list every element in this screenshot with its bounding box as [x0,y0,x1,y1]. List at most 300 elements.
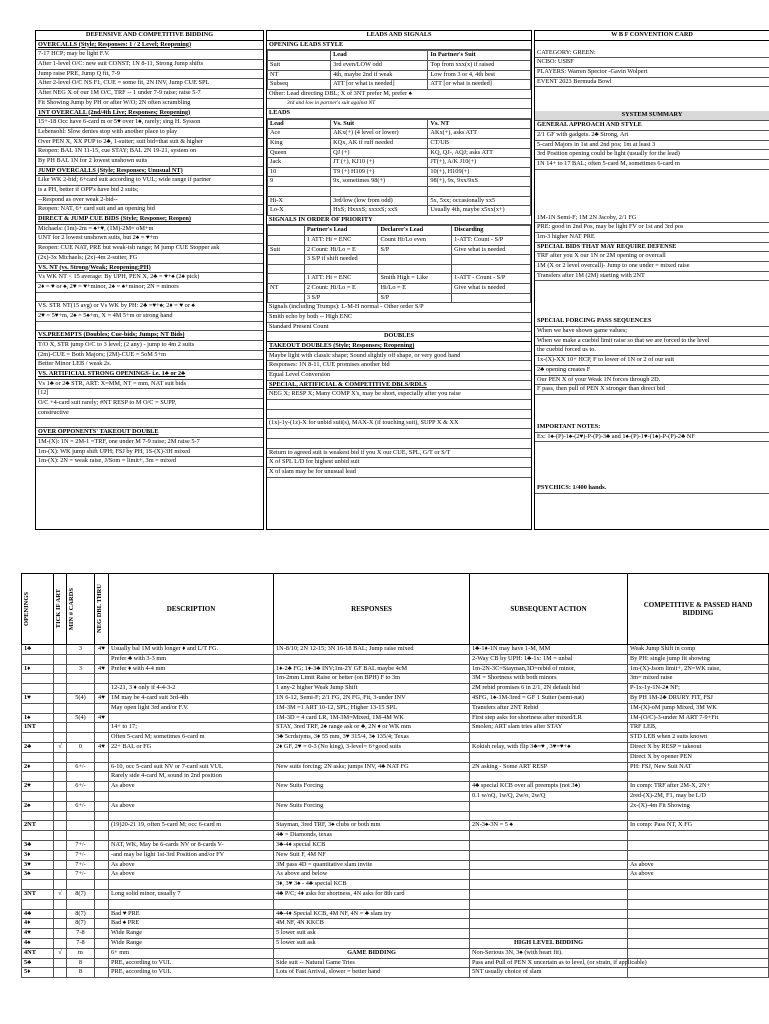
lead-row [268,139,531,149]
opening-cell [22,674,54,684]
opening-cell: Bad ♥ PRE [109,909,274,919]
opening-cell: √ [54,742,67,752]
signal-cell [268,255,305,265]
text-line: NCBO: USBF [535,58,769,68]
text-line: TRF after you X our 1N or 2M opening or overcall [535,252,769,262]
opening-cell: GAME BIDDING [274,948,470,958]
special-bids-pre [535,214,769,243]
text-line: 2♦ = ♥ or ♠, 2♥ = ♥+minor, 2♠ = ♠+minor; 2N = minors [36,283,263,293]
doubles-title: DOUBLES [267,332,531,342]
opening-cell [22,899,54,909]
opening-cell: 7-8 [67,929,95,939]
opening-cell [54,752,67,762]
opening-cell [54,703,67,713]
opening-cell: As above and below [274,870,470,880]
lead-row [268,148,531,158]
defensive-rows [36,41,263,467]
lead-cell: KQx, AK if ruff needed [331,139,428,149]
text-line: TAKEOUT DOUBLES (Style; Responses; Reopening) [267,342,531,352]
opening-lead-cell: NT [268,70,331,80]
defensive-title: DEFENSIVE AND COMPETITIVE BIDDING [36,31,263,41]
opening-cell [22,752,54,762]
opening-cell: By PH 1M-2♣ DRURY FIT, FSJ [628,693,769,703]
text-line [267,400,531,410]
opening-cell [22,684,54,694]
opening-cell [54,664,67,674]
opening-cell: 5NT usually choice of slam [470,968,628,978]
opening-cell: 1m-2N-3C=Stayman,3D=rebid of minor, [470,664,628,674]
text-line: 1N 14+ to 17 BAL; often 5-card M, sometimes 6-card m [535,160,769,170]
text-line: (1x)-1y-(1z)-X for unbid suit(s), MAX-X (if touching suit), SUPP X & XX [267,419,531,429]
opening-cell: 3♥ [22,860,54,870]
opening-cell: P-1x-1y-1N-2♦ NF; [628,684,769,694]
text-line: Signals (including Trumps): L-M-H normal - Other order S/P [267,303,531,313]
opening-cell [54,762,67,772]
lead-cell: 9x, sometimes 98(+) [331,177,428,187]
opening-cell: -and may be light 1st-3rd Position and/or FV [109,850,274,860]
opening-cell: Prefer ♣ with 3-3 mm [109,654,274,664]
lead-cell [331,186,428,196]
opening-cell: 0 [67,742,95,752]
opening-cell: As above [109,870,274,880]
opening-cell [95,840,109,850]
text-line: 1M-(X): 1N = 2M-1 =TRF, one under M 7-9 raise; 2M raise 5-7 [36,438,263,448]
opening-cell: 6+/- [67,782,95,792]
signal-cell [452,293,531,303]
lead-row [268,186,531,196]
lead-cell: 10 [268,167,331,177]
opening-cell [470,840,628,850]
opening-lead-cell: ATT [or what is needed] [428,80,531,90]
opening-cell: 7+/- [67,860,95,870]
opening-cell: Usually bal 1M with longer ♦ and L/T FG. [109,645,274,655]
text-line [267,410,531,420]
text-line: PRE: good in 2nd Pos, may be light FV or 1st and 3rd pos [535,223,769,233]
opening-cell: 4♣-4♦ Special KCB, 4M NF, 4N = ♣ slam try [274,909,470,919]
opening-cell [274,772,470,782]
opening-row [22,860,769,870]
text-line: is a PH, better if OPP's have bid 2 suits; [36,186,263,196]
defensive-panel [35,30,264,530]
opening-cell: 3NT [22,889,54,899]
opening-cell [95,938,109,948]
opening-row [22,958,769,968]
opening-cell [274,654,470,664]
signal-header-cell: Declarer's Lead [378,226,452,236]
text-line: (2x)-3x Michaels; (2x)-4m 2-suiter, FG [36,254,263,264]
signals-title: SIGNALS IN ORDER OF PRIORITY [267,216,531,226]
text-line: After 1-level O/C: new suit CONST; 1N 8-11, Strong Jump shifts [36,60,263,70]
opening-cell [628,880,769,890]
signal-cell: S/P [378,245,452,255]
opening-cell: 1M-3M =1 ART 10-12, SPL; Higher 13-15 SPL [274,703,470,713]
signal-cell: 2 Count: Hi/Lo = E [304,284,378,294]
opening-cell [54,723,67,733]
opening-cell [95,899,109,909]
opening-cell: Kokish relay, with flip 3♣=♥ , 3♥=♥+♠ [470,742,628,752]
opening-cell [470,850,628,860]
opening-cell [54,899,67,909]
opening-cell: 1♣ [22,645,54,655]
opening-cell: 2red-(X)-2M, F1, may be L/D [628,791,769,801]
opening-cell [109,880,274,890]
opening-cell: As above [109,801,274,811]
opening-cell: 1♣-1♦-1N may have 1-M, MM [470,645,628,655]
opening-cell [95,929,109,939]
opening-cell: 5 lower suit ask [274,929,470,939]
signal-cell [268,274,305,284]
text-line: Vs WK NT < 15 average: By UPH, PEN X, 2♣ = ♥+♠ (2♠ pick) [36,273,263,283]
lead-cell: 10(+), H109(+) [428,167,531,177]
text-line: VS. STR NT(15 avg) or Vs WK by PH: 2♣ =♥+♠; 2♦ = ♥ or ♠ [36,302,263,312]
lead-cell: Lo-X [268,206,331,216]
text-line [267,439,531,449]
opening-row [22,821,769,831]
signal-cell [452,255,531,265]
opening-cell [95,752,109,762]
text-line: 1m-(X): WK jump shift UPH; FSJ by PH, 1S-(X)-3H mixed [36,448,263,458]
text-line: EVENT 2023 Bermuda Bowl [535,78,769,88]
opening-cell: Smolen; ART slam tries after STAY [470,723,628,733]
opening-row [22,664,769,674]
text-line: VS. ARTIFICIAL STRONG OPENINGS- i.e. 1♣ or 2♣ [36,370,263,380]
opening-cell [54,645,67,655]
opening-cell: Non-Serious 3N, 3♠ (with heart fit). [470,948,628,958]
opening-cell [470,831,628,841]
opening-cell: 3♦, 3♥ 3♠ - 4♣ special KCB [274,880,470,890]
opening-cell [54,733,67,743]
text-line: 1NT OVERCALL (2nd/4th Live; Responses; Reopening) [36,109,263,119]
opening-cell [95,821,109,831]
opening-cell [628,929,769,939]
lead-row [268,196,531,206]
opening-cell [95,860,109,870]
text-line: 1m-3 higher NAT PRE [535,233,769,243]
opening-row [22,929,769,939]
opening-lead-cell: Top from xxx(x) if raised [428,60,531,70]
signal-cell: Smith High = Like [378,274,452,284]
opening-cell: New Suits Forcing [274,801,470,811]
opening-row [22,968,769,978]
opening-cell: 1N 6-12, Semi-F; 2/1 FG, 2N FG, Fit, 3-under INV [274,693,470,703]
opening-cell: Rarely side 4-card M, sound in 2nd position [109,772,274,782]
opening-lead-row [268,60,531,70]
opening-cell: 4SFG, 1♠-1M-3red = GF 1 Suiter (semi-nat) [470,693,628,703]
opening-cell [54,821,67,831]
opening-row [22,703,769,713]
text-line: 1M (X or 2 level overcall)- Jump to one under = mixed raise [535,262,769,272]
opening-row [22,801,769,811]
opening-cell: 4♣ [22,909,54,919]
opening-cell: STAY, 3red TRF, 2♠ range ask or ♣, 2N ♦ or WK mm [274,723,470,733]
opening-lead-row [268,70,531,80]
signal-header-cell: Discarding [452,226,531,236]
opening-cell: 2-Way CB by UPH: 1♣-1x: 1M = unbal [470,654,628,664]
opening-cell: 1M-(X)-oM jump Mixed, 3M WK [628,703,769,713]
signal-cell: NT [268,284,305,294]
opening-cell: 12-21, 3 ♦ only if 4-4-3-2 [109,684,274,694]
opening-cell: 7+/- [67,870,95,880]
signal-cell [452,264,531,274]
special-bids-list [535,252,769,281]
opening-cell: 1 any-2 higher Weak Jump Shift [274,684,470,694]
opening-cell [95,909,109,919]
opening-row [22,713,769,723]
text-line: Like WK 2-bid; 6+card suit according to VUL; wide range if partner [36,176,263,186]
opening-cell [628,811,769,821]
opening-cell: 5(4) [67,693,95,703]
opening-cell: 5 lower suit ask [274,938,470,948]
opening-cell [95,654,109,664]
signal-row [268,284,531,294]
opening-cell: 3m= mixed raise [628,674,769,684]
opening-cell: HIGH LEVEL BIDDING [470,938,628,948]
opening-cell: 2♦ [22,762,54,772]
opening-lead-header [268,51,531,61]
lead-cell: 98(+), 9x, 9xx/9xS [428,177,531,187]
opening-cell: 7+/- [67,850,95,860]
text-line: (2m)-CUE = Both Majors; (2M)-CUE = 5oM 5+m [36,351,263,361]
opening-cell: 4♣ = Diamonds, texas [274,831,470,841]
opening-lead-cell: Subseq [268,80,331,90]
opening-cell [470,919,628,929]
opening-leads-title: OPENING LEADS STYLE [267,41,531,51]
text-line: Reopen: BAL 1N 11-15, cue STAY; BAL 2N 19-21, system on [36,147,263,157]
opening-cell [67,723,95,733]
opening-cell: 2N-3♠-3N = 5 ♠ [470,821,628,831]
opening-cell: 22+ BAL or FG [109,742,274,752]
opening-lead-header-cell [268,51,331,61]
opening-cell: √ [54,889,67,899]
opening-row [22,831,769,841]
other-line: Other: Lead directing DBL; X of 3NT prefer M, prefer ♠ [267,90,531,100]
signal-row [268,274,531,284]
signal-cell: Suit [268,245,305,255]
opening-cell [54,684,67,694]
lead-header-cell: Lead [268,119,331,129]
opening-cell [628,919,769,929]
opening-cell: 1N-8/10; 2N 12-15; 3N 16-18 BAL; Jump raise mixed [274,645,470,655]
opening-cell [274,811,470,821]
signal-header-cell [268,226,305,236]
leads-subtitle: LEADS [267,109,531,119]
opening-cell: 6+ mm [109,948,274,958]
opening-cell: 1♦ [22,664,54,674]
opening-cell: 4♦ [22,919,54,929]
opening-cell: By PH: single jump fit showing [628,654,769,664]
forcing-list [535,327,769,395]
opening-cell [54,909,67,919]
opening-cell [54,693,67,703]
opening-cell: PRE, according to VUL [109,968,274,978]
opening-lead-cell: Low from 3 or 4, 4th best [428,70,531,80]
signal-cell: 1 ATT: Hi = ENC [304,274,378,284]
opening-cell [628,909,769,919]
opening-cell: 8(7) [67,919,95,929]
opening-row [22,811,769,821]
opening-cell [54,929,67,939]
text-line: When we make a cuebid limit raise so that we are forced to the level [535,337,769,347]
opening-cell: 4♣ special KCB over all preempts (not 3♠) [470,782,628,792]
col-responses: RESPONSES [274,574,470,645]
general-approach-title: GENERAL APPROACH AND STYLE [535,121,769,131]
opening-cell: In comp: Pass NT, X FG [628,821,769,831]
lead-cell: King [268,139,331,149]
opening-row [22,840,769,850]
lead-cell: QJ (+) [331,148,428,158]
opening-cell [22,733,54,743]
opening-cell [54,870,67,880]
opening-cell: 4♥ [22,929,54,939]
opening-cell: 4M NF, 4N KKCB [274,919,470,929]
opening-cell [54,850,67,860]
lead-cell: Ace [268,129,331,139]
opening-cell [95,811,109,821]
opening-row [22,948,769,958]
signal-cell: Give what is needed [452,245,531,255]
text-line [36,293,263,303]
opening-cell [67,733,95,743]
signal-cell [268,293,305,303]
text-line [36,419,263,429]
text-line: OVER OPPONENTS' TAKEOUT DOUBLE [36,428,263,438]
text-line: UNT for 2 lowest unshown suits, but 2♠ = ♥+m [36,234,263,244]
opening-cell [95,772,109,782]
text-line: SPECIAL, ARTIFICIAL & COMPETITIVE DBLS/RDLS [267,381,531,391]
lead-cell [428,186,531,196]
opening-cell: 6+/- [67,801,95,811]
opening-lead-row [268,80,531,90]
opening-cell: 3M pass 4D = quantitative slam invite [274,860,470,870]
text-line: 2/1 GF with gadgets. 2♣ Strong, Art [535,131,769,141]
lead-header-cell: Vs. NT [428,119,531,129]
text-line: JUMP OVERCALLS (Style; Responses; Unusual NT) [36,167,263,177]
opening-cell [54,811,67,821]
signal-cell [304,264,378,274]
opening-cell [274,899,470,909]
special-bids-title: SPECIAL BIDS THAT MAY REQUIRE DEFENSE [535,243,769,253]
lead-cell [268,186,331,196]
opening-cell: 3♦ [22,850,54,860]
opening-row [22,684,769,694]
signal-row [268,293,531,303]
text-line: X of SPL L/D for highest unbid suit [267,458,531,468]
signal-cell [378,264,452,274]
opening-cell [109,713,274,723]
opening-cell: 6-10, occ 5-card suit NV or 7-card suit VUL [109,762,274,772]
lead-cell: JT (+), KJ10 (+) [331,158,428,168]
opening-cell: 14+ to 17; [109,723,274,733]
opening-cell [22,831,54,841]
opening-cell [54,713,67,723]
text-line: 1x-(X)-XX 10+ HCP, F to lower of 1N or 2 of our suit [535,356,769,366]
opening-cell [109,831,274,841]
signal-cell [378,255,452,265]
text-line: OVERCALLS (Style; Responses: 1 / 2 Level; Reopening) [36,41,263,51]
opening-cell [22,772,54,782]
col-openings: OPENINGS [22,574,54,645]
text-line: 15+-18 Occ have 6-card m or 5♥ over 1♠, rarely; sing H. Sysson [36,118,263,128]
opening-row [22,723,769,733]
opening-cell: As above [628,870,769,880]
text-line: O/C +4-card suit rarely; #NT RESP to M O/C = SUPP, [36,399,263,409]
opening-cell: 3♣-4♦ special KCB [274,840,470,850]
opening-lead-cell: 4th, maybe 2nd if weak [331,70,428,80]
opening-cell [54,919,67,929]
opening-cell [67,821,95,831]
lead-cell: Queen [268,148,331,158]
opening-cell [95,801,109,811]
opening-cell: Lots of Fast Arrival, slower = better hand [274,968,470,978]
opening-row [22,772,769,782]
text-line: VS.PREEMPTS (Doubles; Cue-bids; Jumps; NT Bids) [36,331,263,341]
opening-cell: 1♠ [22,713,54,723]
opening-cell [109,811,274,821]
text-line: F pass, then pull of PEN X stronger than direct bid [535,385,769,395]
text-line: Our PEN X of your Weak 1N forces through 2D. [535,376,769,386]
opening-lead-header-cell: Lead [331,51,428,61]
lead-cell: KQ, QJ-, AQJ; asks ATT [428,148,531,158]
opening-cell [95,723,109,733]
signal-row [268,264,531,274]
text-line: CATEGORY: GREEN: [535,49,769,59]
opening-cell: 4♠ [22,938,54,948]
opening-cell: 4♥ [95,645,109,655]
signal-row [268,236,531,246]
opening-row [22,693,769,703]
opening-row [22,909,769,919]
opening-cell: 1M-3D = 4 card LR, 1M-3M=Mixed, 1M-4M WK [274,713,470,723]
opening-cell: May open light 3rd and/or F.V. [109,703,274,713]
opening-cell: 8(7) [67,909,95,919]
opening-cell [67,899,95,909]
opening-cell [95,948,109,958]
opening-cell: 3 [67,664,95,674]
opening-cell: Side suit -- Natural Game Tries [274,958,470,968]
opening-cell [95,850,109,860]
leads-table [267,119,531,216]
opening-cell [67,831,95,841]
opening-cell: As above [628,860,769,870]
opening-cell: 2NT [22,821,54,831]
opening-leads-table [267,50,531,89]
signal-cell: S/P [378,293,452,303]
opening-cell [95,684,109,694]
col-description: DESCRIPTION [109,574,274,645]
opening-cell: 3 [67,645,95,655]
text-line: [12] [36,389,263,399]
opening-cell: Direct X by opener PEN [628,752,769,762]
signal-cell: Hi/Lo = E [378,284,452,294]
doubles-rows [267,342,531,478]
opening-row [22,919,769,929]
opening-cell [628,772,769,782]
signal-notes [267,303,531,332]
opening-cell: New suits forcing; 2N asks; jumps INV, 4♣ NAT FG [274,762,470,772]
opening-cell [22,880,54,890]
opening-lead-header-cell: In Partner's Suit [428,51,531,61]
opening-cell [22,703,54,713]
opening-cell [470,899,628,909]
opening-cell [54,880,67,890]
opening-cell: 2♥ [22,782,54,792]
opening-cell: 1M may be 4-card suit 3rd-4th [109,693,274,703]
opening-cell [628,958,769,968]
opening-cell [54,840,67,850]
text-line: Maybe light with classic shape; Sound slightly off shape, or very good hand [267,352,531,362]
opening-lead-cell: 3rd even/LOW odd [331,60,428,70]
opening-cell: 4♣ P/C; 4♦ asks for shortness, 4N asks for 8th card [274,889,470,899]
